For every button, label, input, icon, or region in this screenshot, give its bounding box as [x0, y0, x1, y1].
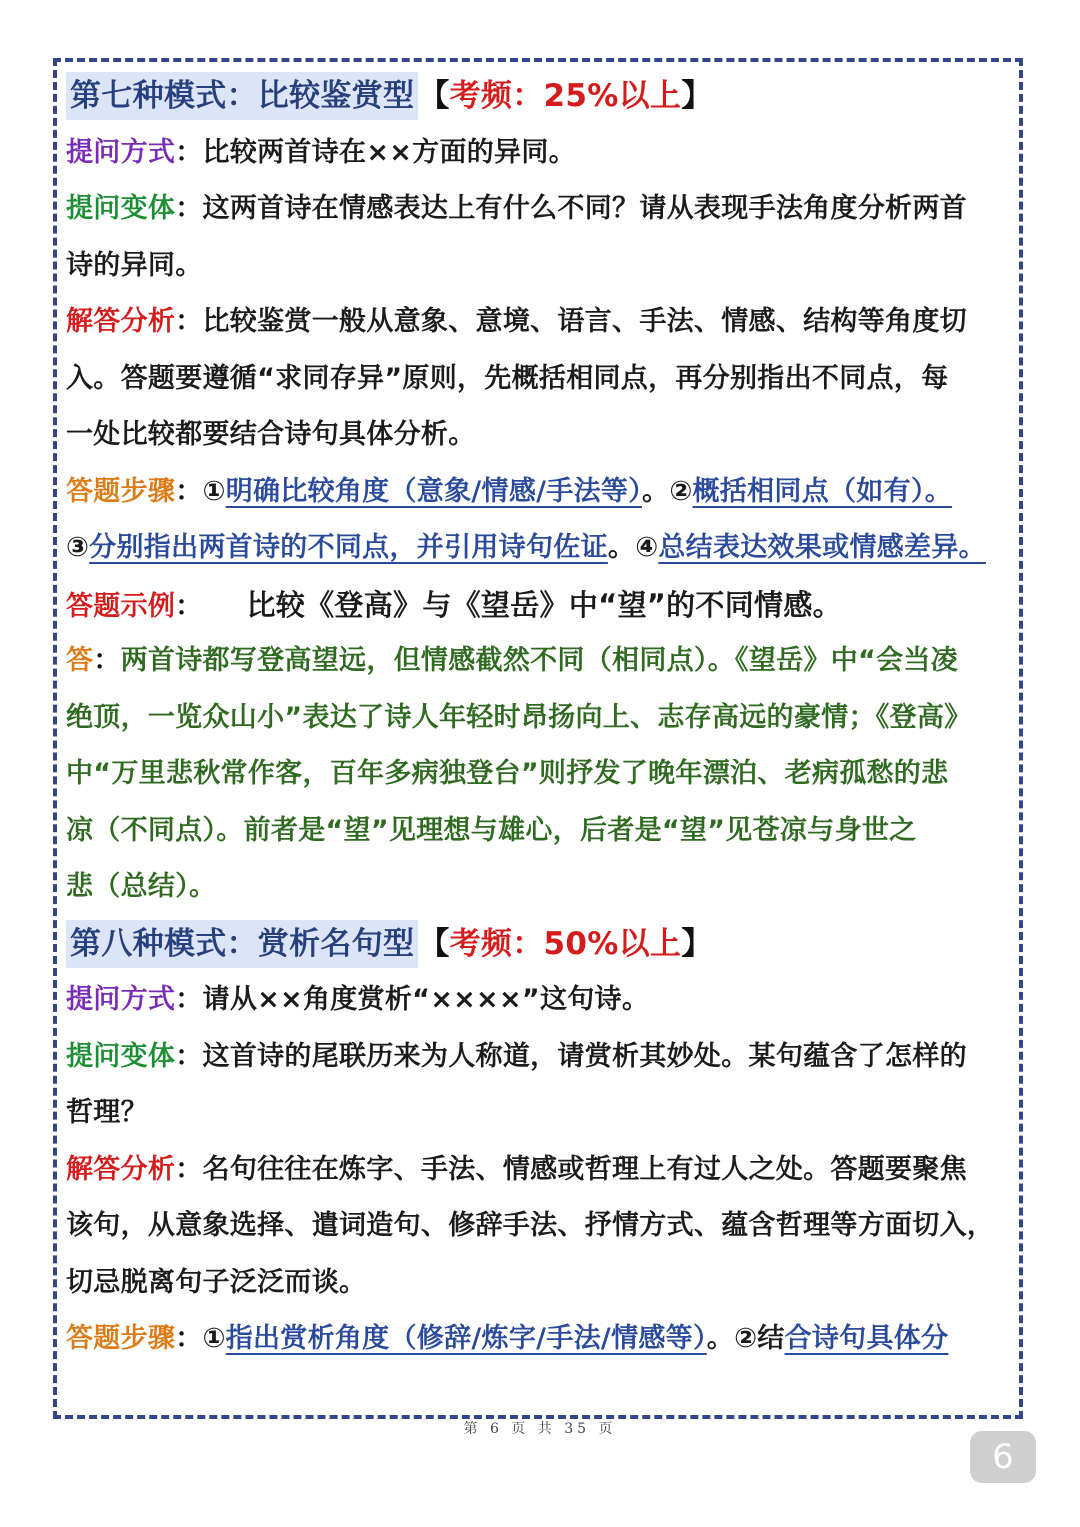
- section7-steps-line: [66, 464, 1016, 521]
- section8-variant-line2: 哲理？: [66, 1097, 148, 1128]
- section7-analysis-line2: 入。答题要遵循“求同存异”原则，先概括相同点，再分别指出不同点，每: [66, 362, 949, 394]
- section7-variant-line: [66, 181, 1016, 238]
- answer-label: 答: [66, 645, 94, 676]
- ask-text: 请从××角度赏析“××××”这句诗。: [202, 984, 650, 1015]
- colon: ：: [175, 1153, 203, 1185]
- section7-variant-line2: 诗的异同。: [66, 249, 203, 281]
- section7-title: 第七种模式：比较鉴赏型: [66, 72, 418, 120]
- step-1: 明确比较角度（意象/情感/手法等）: [225, 475, 643, 507]
- analysis-label: 解答分析: [66, 1153, 176, 1185]
- section7-frequency: 考频：25%以上: [449, 78, 682, 114]
- ask-label: 提问方式: [66, 984, 176, 1015]
- step-number: ④: [635, 532, 659, 563]
- page-footer: 第 6 页 共 35 页: [463, 1421, 617, 1437]
- section8-title: 第八种模式：赏析名句型: [66, 920, 418, 968]
- variant-label: 提问变体: [66, 193, 176, 224]
- section7-answer-line3: 中“万里悲秋常作客，百年多病独登台”则抒发了晚年漂泊、老病孤愁的悲: [66, 758, 949, 789]
- example-label: 答题示例: [66, 590, 176, 622]
- page-number-badge: 6: [970, 1431, 1036, 1483]
- step-number: ②: [734, 1323, 758, 1354]
- colon: ：: [175, 590, 203, 622]
- colon: ：: [93, 645, 121, 676]
- step-separator: 。: [706, 1323, 735, 1354]
- section8-analysis-line3: 切忌脱离句子泛泛而谈。: [66, 1266, 367, 1298]
- section8-variant-line: [66, 1029, 1016, 1086]
- steps-label: 答题步骤: [66, 475, 176, 507]
- analysis-label: 解答分析: [66, 306, 176, 337]
- section7-answer-line5: 悲（总结）。: [66, 871, 217, 902]
- section8-steps-line: [66, 1311, 1016, 1368]
- section7-ask-line: [66, 125, 1016, 182]
- variant-text: 这首诗的尾联历来为人称道，请赏析其妙处。某句蕴含了怎样的: [202, 1040, 967, 1072]
- step-2: 概括相同点（如有）。: [692, 475, 952, 507]
- step-1: 指出赏析角度（修辞/炼字/手法/情感等）: [225, 1323, 707, 1354]
- section8-analysis-line: [66, 1142, 1016, 1199]
- step-number: ②: [669, 475, 693, 507]
- step-number: ③: [66, 532, 90, 563]
- document-body: [66, 68, 1016, 1368]
- step-separator: 。: [642, 475, 670, 507]
- bracket-close: 】: [681, 78, 713, 114]
- step-2-plain: 结: [757, 1323, 785, 1354]
- colon: ：: [175, 1323, 203, 1354]
- section7-analysis-line: [66, 294, 1016, 351]
- steps-label: 答题步骤: [66, 1323, 176, 1354]
- section7-example-line: [66, 577, 1016, 634]
- colon: ：: [175, 306, 203, 337]
- colon: ：: [175, 136, 203, 168]
- step-3: 分别指出两首诗的不同点，并引用诗句佐证: [89, 532, 608, 563]
- section7-answer-line2: 绝顶，一览众山小”表达了诗人年轻时昂扬向上、志存高远的豪情；《登高》: [66, 701, 972, 733]
- example-question: 比较《登高》与《望岳》中“望”的不同情感。: [246, 587, 842, 622]
- colon: ：: [175, 475, 203, 507]
- ask-label: 提问方式: [66, 136, 176, 168]
- section7-answer-line4: 凉（不同点）。前者是“望”见理想与雄心，后者是“望”见苍凉与身世之: [66, 814, 917, 846]
- bracket-open: 【: [418, 925, 450, 962]
- section7-title-line: [66, 68, 1016, 125]
- section8-frequency: 考频：50%以上: [449, 925, 682, 962]
- section7-analysis-line3: 一处比较都要结合诗句具体分析。: [66, 419, 476, 450]
- section8-title-line: [66, 916, 1016, 973]
- colon: ：: [175, 1040, 203, 1072]
- section7-answer-line: [66, 633, 1016, 690]
- ask-text: 比较两首诗在××方面的异同。: [202, 136, 576, 168]
- colon: ：: [175, 984, 203, 1015]
- analysis-text: 名句往往在炼字、手法、情感或哲理上有过人之处。答题要聚焦: [202, 1153, 967, 1185]
- section7-steps-line2: [66, 520, 1016, 577]
- variant-label: 提问变体: [66, 1040, 176, 1072]
- analysis-text: 比较鉴赏一般从意象、意境、语言、手法、情感、结构等角度切: [202, 306, 967, 337]
- bracket-open: 【: [418, 78, 450, 114]
- variant-text: 这两首诗在情感表达上有什么不同？请从表现手法角度分析两首: [202, 193, 967, 224]
- colon: ：: [175, 193, 203, 224]
- step-2: 合诗句具体分: [784, 1323, 949, 1354]
- step-separator: 。: [607, 532, 636, 563]
- answer-text: 两首诗都写登高望远，但情感截然不同（相同点）。《望岳》中“会当凌: [120, 645, 958, 676]
- step-number: ①: [202, 475, 226, 507]
- step-number: ①: [202, 1323, 226, 1354]
- section8-analysis-line2: 该句，从意象选择、遣词造句、修辞手法、抒情方式、蕴含哲理等方面切入，: [66, 1210, 995, 1241]
- section8-ask-line: [66, 972, 1016, 1029]
- bracket-close: 】: [681, 925, 713, 962]
- step-4: 总结表达效果或情感差异。: [658, 532, 986, 563]
